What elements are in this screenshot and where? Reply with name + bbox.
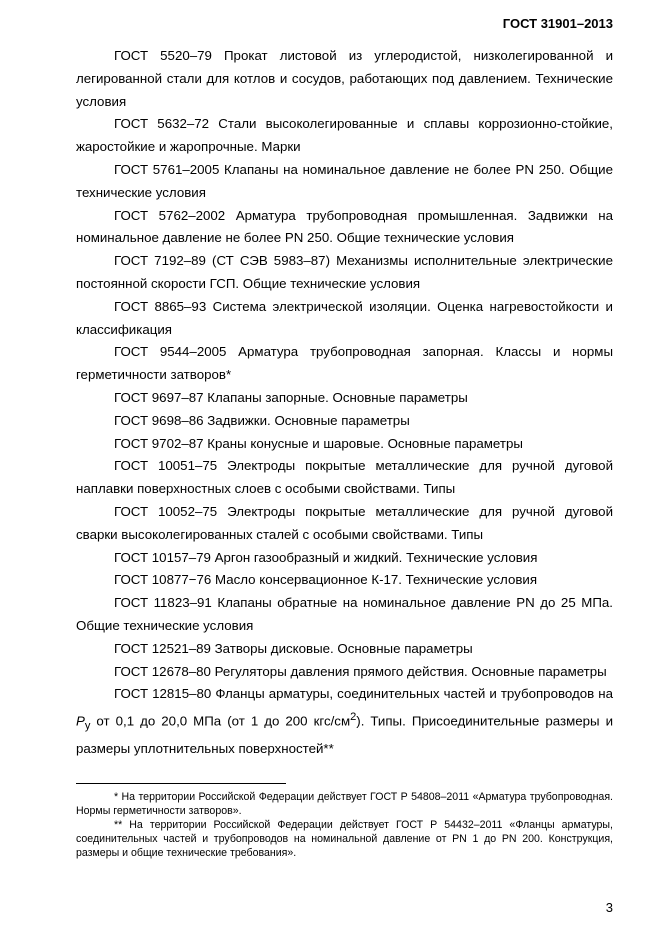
pressure-subscript: у [84,720,91,733]
reference-item: ГОСТ 8865–93 Система электрической изоляции. Оценка нагревостойкости и классификация [76,298,613,337]
ref-text-part2: от 0,1 до 20,0 МПа (от 1 до 200 кгс/см [90,713,351,729]
unit-superscript: 2 [350,711,357,724]
reference-item: ГОСТ 9544–2005 Арматура трубопроводная запорная. Классы и нормы герметичности затворов* [76,344,613,383]
footnote-divider [76,783,286,784]
reference-item: ГОСТ 10877−76 Масло консервационное К-17. Технические условия [114,572,538,588]
reference-item: ГОСТ 10052–75 Электроды покрытые металлические для ручной дуговой сварки высоколегированных сталей с особыми свойствами. Типы [76,503,613,542]
reference-list [76,45,613,761]
ref-text-part1: ГОСТ 12815–80 Фланцы арматуры, соединительных частей и трубопроводов на [114,686,613,702]
reference-item: ГОСТ 7192–89 (СТ СЭВ 5983–87) Механизмы исполнительные электрические постоянной скорости ГСП. Общие технические условия [76,253,613,291]
reference-item-last [76,683,613,760]
reference-item: ГОСТ 5761–2005 Клапаны на номинальное давление не более PN 250. Общие технические условия [76,161,613,200]
reference-item: ГОСТ 5762–2002 Арматура трубопроводная промышленная. Задвижки на номинальное давление не более PN 250. Общие технические условия [76,207,613,246]
reference-item: ГОСТ 9698–86 Задвижки. Основные параметры [114,412,410,428]
footnotes [76,790,613,860]
reference-item: ГОСТ 10157–79 Аргон газообразный и жидкий. Технические условия [114,549,538,565]
page-header-title: ГОСТ 31901–2013 [502,16,613,31]
ref-text-part3: ). Типы. Присоединительные размеры и размеры уплотнительных поверхностей** [76,713,613,756]
reference-item: ГОСТ 9697–87 Клапаны запорные. Основные параметры [114,389,468,405]
pressure-symbol: P [76,713,85,729]
footnote-item: * На территории Российской Федерации действует ГОСТ Р 54808–2011 «Арматура трубопроводная. Нормы герметичности затворов». [76,791,613,817]
footnote-item: ** На территории Российской Федерации действует ГОСТ Р 54432–2011 «Фланцы арматуры, соединительных частей и трубопроводов на номинальной давление от PN 1 до PN 200. Конструкция, размеры и общие технические требования». [76,819,613,859]
page-number: 3 [605,900,613,915]
reference-item: ГОСТ 11823–91 Клапаны обратные на номинальное давление PN до 25 МПа. Общие технические условия [76,595,613,633]
reference-item: ГОСТ 5520–79 Прокат листовой из углеродистой, низколегированной и легированной стали для котлов и сосудов, работающих под давлением. Технические условия [76,48,613,109]
reference-item: ГОСТ 5632–72 Стали высоколегированные и сплавы коррозионно-стойкие, жаростойкие и жаропрочные. Марки [76,116,613,155]
reference-item: ГОСТ 12678–80 Регуляторы давления прямого действия. Основные параметры [114,663,607,679]
reference-item: ГОСТ 9702–87 Краны конусные и шаровые. Основные параметры [114,435,523,451]
reference-item: ГОСТ 12521–89 Затворы дисковые. Основные параметры [114,640,473,656]
reference-item: ГОСТ 10051–75 Электроды покрытые металлические для ручной дуговой наплавки поверхностных слоев с особыми свойствами. Типы [76,458,613,497]
